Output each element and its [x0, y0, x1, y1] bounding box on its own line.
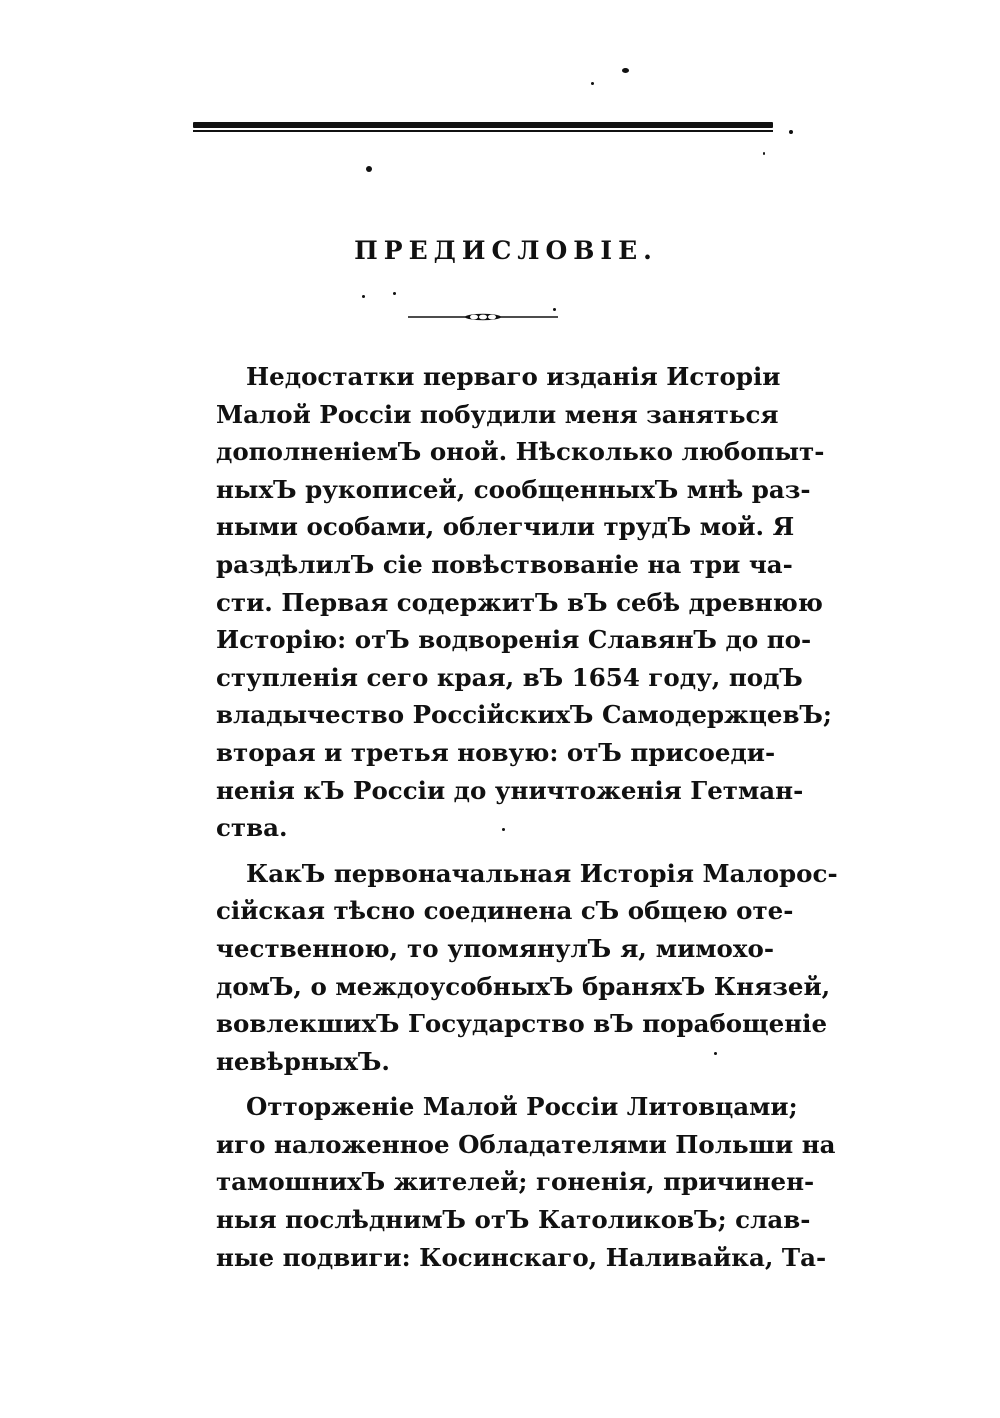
text-line: ныя послѣднимЪ отЪ КатоликовЪ; слав- — [216, 1205, 811, 1235]
text-line: КакЪ первоначальная Исторія Малорос- — [246, 858, 838, 888]
ink-speck — [789, 130, 793, 134]
text-line: вовлекшихЪ Государство вЪ порабощеніе — [216, 1009, 828, 1039]
ink-speck — [591, 82, 594, 85]
text-line: Недостатки перваго изданія Исторіи — [246, 362, 781, 391]
ink-speck — [622, 68, 629, 73]
ink-speck — [362, 295, 365, 298]
text-line: вторая и третья новую: отЪ присоеди- — [216, 737, 776, 767]
text-line: сійская тѣсно соединена сЪ общею оте- — [216, 896, 794, 926]
text-line: ныхЪ рукописей, сообщенныхЪ мнѣ раз- — [216, 474, 811, 504]
text-line: Исторію: отЪ водворенія СлавянЪ до по- — [216, 625, 812, 655]
text-line: ступленія сего края, вЪ 1654 году, подЪ — [216, 662, 803, 692]
paragraph-3 — [186, 1088, 836, 1276]
text-line: ненія кЪ Россіи до уничтоженія Гетман- — [216, 775, 804, 805]
title-ornament — [408, 310, 558, 324]
ink-speck — [393, 292, 396, 295]
text-line: Малой Россіи побудили меня заняться — [216, 399, 779, 429]
text-line: невѣрныхЪ. — [216, 1046, 390, 1076]
paragraph-1 — [186, 358, 832, 847]
paragraph-2 — [186, 855, 838, 1081]
page-title: ПРЕДИСЛОВІЕ. — [354, 236, 658, 265]
preface-body — [186, 358, 838, 1284]
text-line: ными особами, облегчили трудЪ мой. Я — [216, 512, 795, 542]
text-line: сти. Первая содержитЪ вЪ себѣ древнюю — [216, 587, 823, 617]
ink-speck — [366, 166, 372, 172]
text-line: ные подвиги: Косинскаго, Наливайка, Та- — [216, 1242, 827, 1272]
text-line: тамошнихЪ жителей; гоненія, причинен- — [216, 1167, 815, 1197]
text-line: владычество РоссійскихЪ СамодержцевЪ; — [216, 700, 832, 730]
text-line: чественною, то упомянулЪ я, мимохо- — [216, 933, 774, 963]
text-line: Отторженіе Малой Россіи Литовцами; — [246, 1092, 798, 1122]
text-line: домЪ, о междоусобныхЪ браняхЪ Князей, — [216, 971, 831, 1001]
text-line: дополненіемЪ оной. Нѣсколько любопыт- — [216, 437, 825, 467]
text-line: раздѣлилЪ сіе повѣствованіе на три ча- — [216, 549, 793, 579]
ink-speck — [763, 152, 765, 155]
text-line: иго наложенное Обладателями Польши на — [216, 1129, 836, 1159]
text-line: ства. — [216, 813, 288, 843]
